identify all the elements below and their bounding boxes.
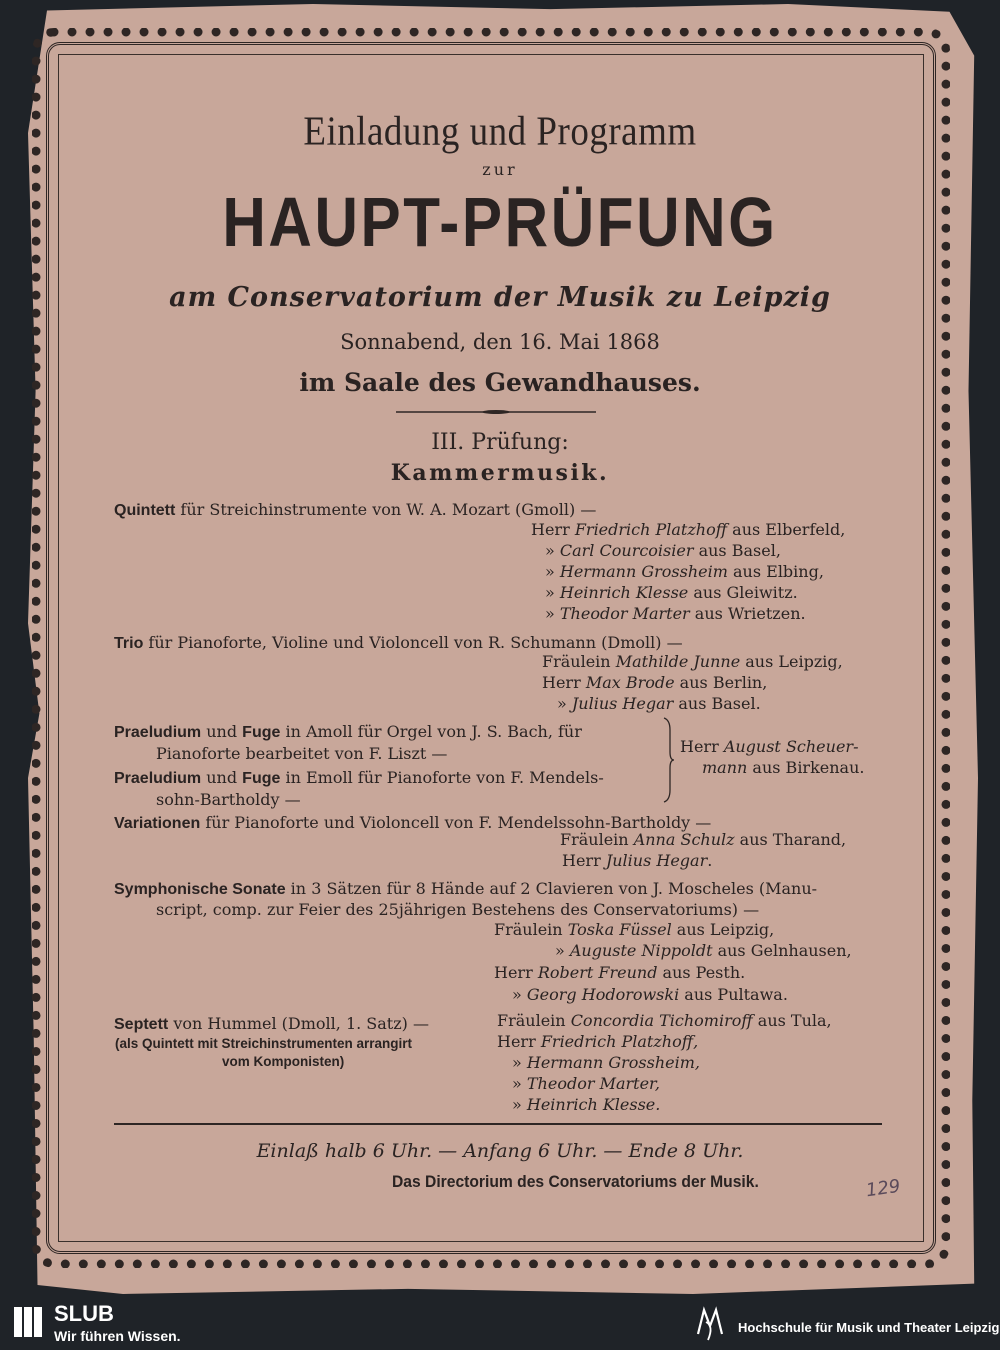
performer-line: Herr Max Brode aus Berlin, bbox=[542, 673, 768, 692]
program-item-variationen: Variationen für Pianoforte und Violoncell von F. Mendelssohn-Bartholdy — bbox=[114, 813, 712, 832]
slub-logo-icon[interactable] bbox=[12, 1304, 46, 1340]
program-item-septett: Septett von Hummel (Dmoll, 1. Satz) — bbox=[114, 1014, 429, 1033]
performer-line: » Theodor Marter, bbox=[512, 1074, 661, 1093]
program-item-mendelssohn-fuge-cont: sohn-Bartholdy — bbox=[156, 790, 301, 809]
septett-note: vom Komponisten) bbox=[222, 1054, 345, 1069]
institution-name[interactable]: Hochschule für Musik und Theater Leipzig bbox=[738, 1320, 1000, 1335]
hmt-logo-icon[interactable] bbox=[694, 1304, 728, 1344]
performer-line: Fräulein Toska Füssel aus Leipzig, bbox=[494, 920, 775, 939]
signature-line: Das Directorium des Conservatoriums der Musik. bbox=[392, 1172, 759, 1191]
ornament-divider bbox=[396, 410, 596, 414]
slub-name[interactable]: SLUB bbox=[54, 1301, 114, 1326]
performer-line: Fräulein Anna Schulz aus Tharand, bbox=[560, 830, 847, 849]
performer-line: » Heinrich Klesse. bbox=[512, 1095, 661, 1114]
footer-divider bbox=[114, 1123, 882, 1125]
septett-note: (als Quintett mit Streichinstrumenten arrangirt bbox=[115, 1036, 413, 1051]
program-item-bach: Praeludium und Fuge in Amoll für Orgel von J. S. Bach, für bbox=[114, 722, 582, 741]
program-item-sonate: Symphonische Sonate in 3 Sätzen für 8 Hände auf 2 Clavieren von J. Moscheles (Manu- bbox=[114, 879, 818, 898]
heading-invitation: Einladung und Programm bbox=[303, 108, 697, 155]
performer-line: Fräulein Mathilde Junne aus Leipzig, bbox=[542, 652, 843, 671]
admission-times: Einlaß halb 6 Uhr. — Anfang 6 Uhr. — Ende 8 Uhr. bbox=[256, 1140, 744, 1162]
performer-line: » Carl Courcoisier aus Basel, bbox=[545, 541, 781, 560]
performer-line: Herr Robert Freund aus Pesth. bbox=[494, 963, 746, 982]
performer-line: » Julius Hegar aus Basel. bbox=[557, 694, 761, 713]
performer-line: » Heinrich Klesse aus Gleiwitz. bbox=[545, 583, 798, 602]
program-item-sonate-cont: script, comp. zur Feier des 25jährigen Bestehens des Conservatoriums) — bbox=[156, 900, 760, 919]
event-date: Sonnabend, den 16. Mai 1868 bbox=[340, 330, 660, 354]
heading-zur: zur bbox=[482, 160, 518, 179]
performer-line: » Hermann Grossheim, bbox=[512, 1053, 700, 1072]
program-item-mendelssohn-fuge: Praeludium und Fuge in Emoll für Pianoforte von F. Mendels- bbox=[114, 768, 604, 787]
performer-line: Herr Julius Hegar. bbox=[562, 851, 713, 870]
performer-line: Herr Friedrich Platzhoff aus Elberfeld, bbox=[531, 520, 846, 539]
performer-line: mann aus Birkenau. bbox=[702, 758, 865, 777]
section-heading: III. Prüfung: bbox=[431, 430, 569, 455]
performer-line: Fräulein Concordia Tichomiroff aus Tula, bbox=[497, 1011, 832, 1030]
heading-conservatorium: am Conservatorium der Musik zu Leipzig bbox=[169, 282, 831, 313]
page-title: HAUPT-PRÜFUNG bbox=[222, 183, 778, 261]
performer-line: » Hermann Grossheim aus Elbing, bbox=[545, 562, 824, 581]
brace-icon bbox=[661, 716, 675, 804]
program-item-trio: Trio für Pianoforte, Violine und Violoncell von R. Schumann (Dmoll) — bbox=[114, 633, 683, 652]
performer-line: » Theodor Marter aus Wrietzen. bbox=[545, 604, 806, 623]
program-item-bach-cont: Pianoforte bearbeitet von F. Liszt — bbox=[156, 744, 448, 763]
event-place: im Saale des Gewandhauses. bbox=[299, 368, 701, 397]
performer-line: Herr Friedrich Platzhoff, bbox=[497, 1032, 699, 1051]
program-item-quintett: Quintett für Streichinstrumente von W. A. Mozart (Gmoll) — bbox=[114, 500, 597, 519]
performer-line: Herr August Scheuer- bbox=[680, 737, 859, 756]
performer-line: » Georg Hodorowski aus Pultawa. bbox=[512, 985, 788, 1004]
section-title: Kammermusik. bbox=[390, 460, 610, 486]
performer-line: » Auguste Nippoldt aus Gelnhausen, bbox=[555, 941, 852, 960]
slub-slogan: Wir führen Wissen. bbox=[54, 1328, 181, 1344]
archive-number: 129 bbox=[864, 1175, 902, 1202]
